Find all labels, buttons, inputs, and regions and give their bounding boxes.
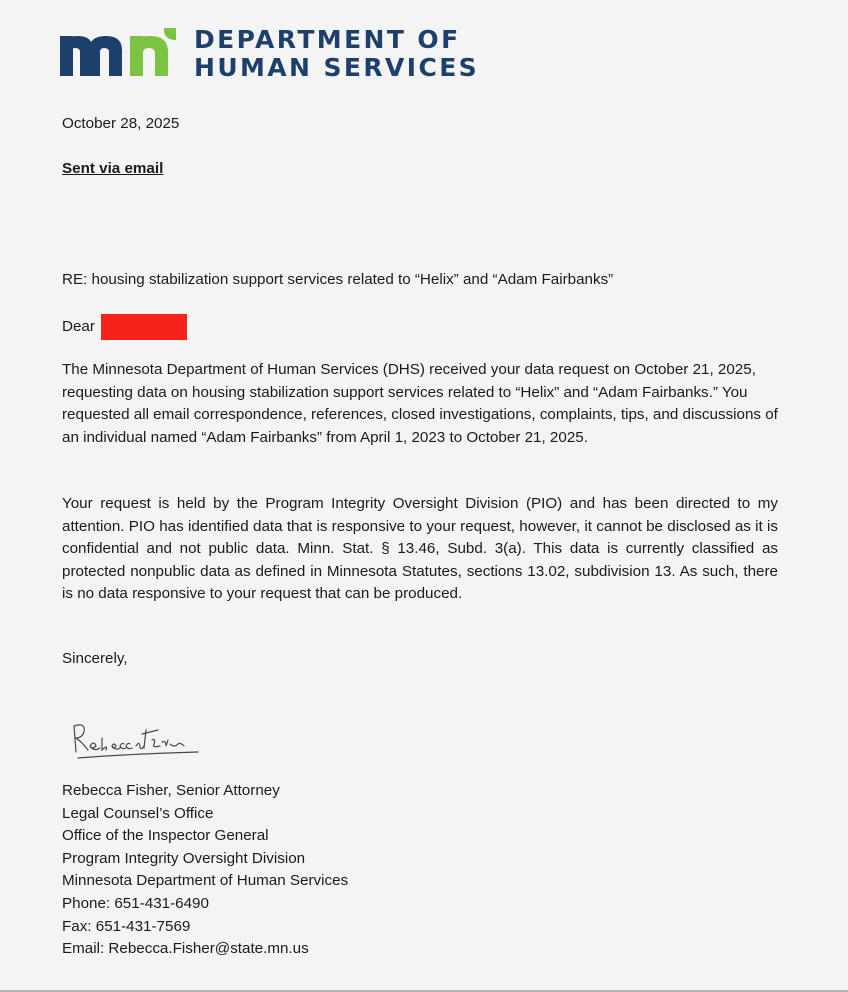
delivery-method: Sent via email [62, 160, 164, 177]
signer-inspector-office: Office of the Inspector General [62, 827, 269, 845]
signer-fax: Fax: 651-431-7569 [62, 917, 191, 935]
handwritten-signature [68, 718, 208, 768]
subject-line: RE: housing stabilization support services related to “Helix” and “Adam Fairbanks” [62, 271, 614, 288]
dept-name-line1: DEPARTMENT OF [194, 25, 461, 54]
body-paragraph-1: The Minnesota Department of Human Services (DHS) received your data request on October 21, 2025, requesting data on housing stabilization support services related to “Helix” and “Adam Fairbanks.” You requested all email correspondence, references, closed investigations, complaints, tips, and discussions of an individual named “Adam Fairbanks” from April 1, 2023 to October 21, 2025. [62, 361, 778, 446]
signature-block [62, 780, 348, 961]
department-name [194, 26, 479, 82]
dept-name-line2: HUMAN SERVICES [194, 53, 480, 82]
signer-email: Email: Rebecca.Fisher@state.mn.us [62, 940, 309, 958]
closing: Sincerely, [62, 650, 128, 667]
letterhead [60, 26, 479, 82]
signer-division: Program Integrity Oversight Division [62, 849, 306, 867]
body-paragraph-2: Your request is held by the Program Integrity Oversight Division (PIO) and has been directed to my attention. PIO has identified data that is responsive to your request, however, it cannot be disclosed as it is confidential and not public data. Minn. Stat. § 13.46, Subd. 3(a). This data is currently classified as protected nonpublic data as defined in Minnesota Statutes, sections 13.02, subdivision 13. As such, there is no data responsive to your request that can be produced. [62, 495, 778, 603]
salutation-text: Dear [62, 317, 95, 335]
signer-office: Legal Counsel’s Office [62, 804, 214, 822]
signer-name-title: Rebecca Fisher, Senior Attorney [62, 782, 280, 799]
letter-date: October 28, 2025 [62, 115, 180, 132]
mn-logo-icon [60, 26, 180, 82]
salutation [62, 314, 187, 340]
signer-department: Minnesota Department of Human Services [62, 872, 349, 890]
redaction-box [101, 314, 187, 340]
signer-phone: Phone: 651-431-6490 [62, 894, 209, 912]
